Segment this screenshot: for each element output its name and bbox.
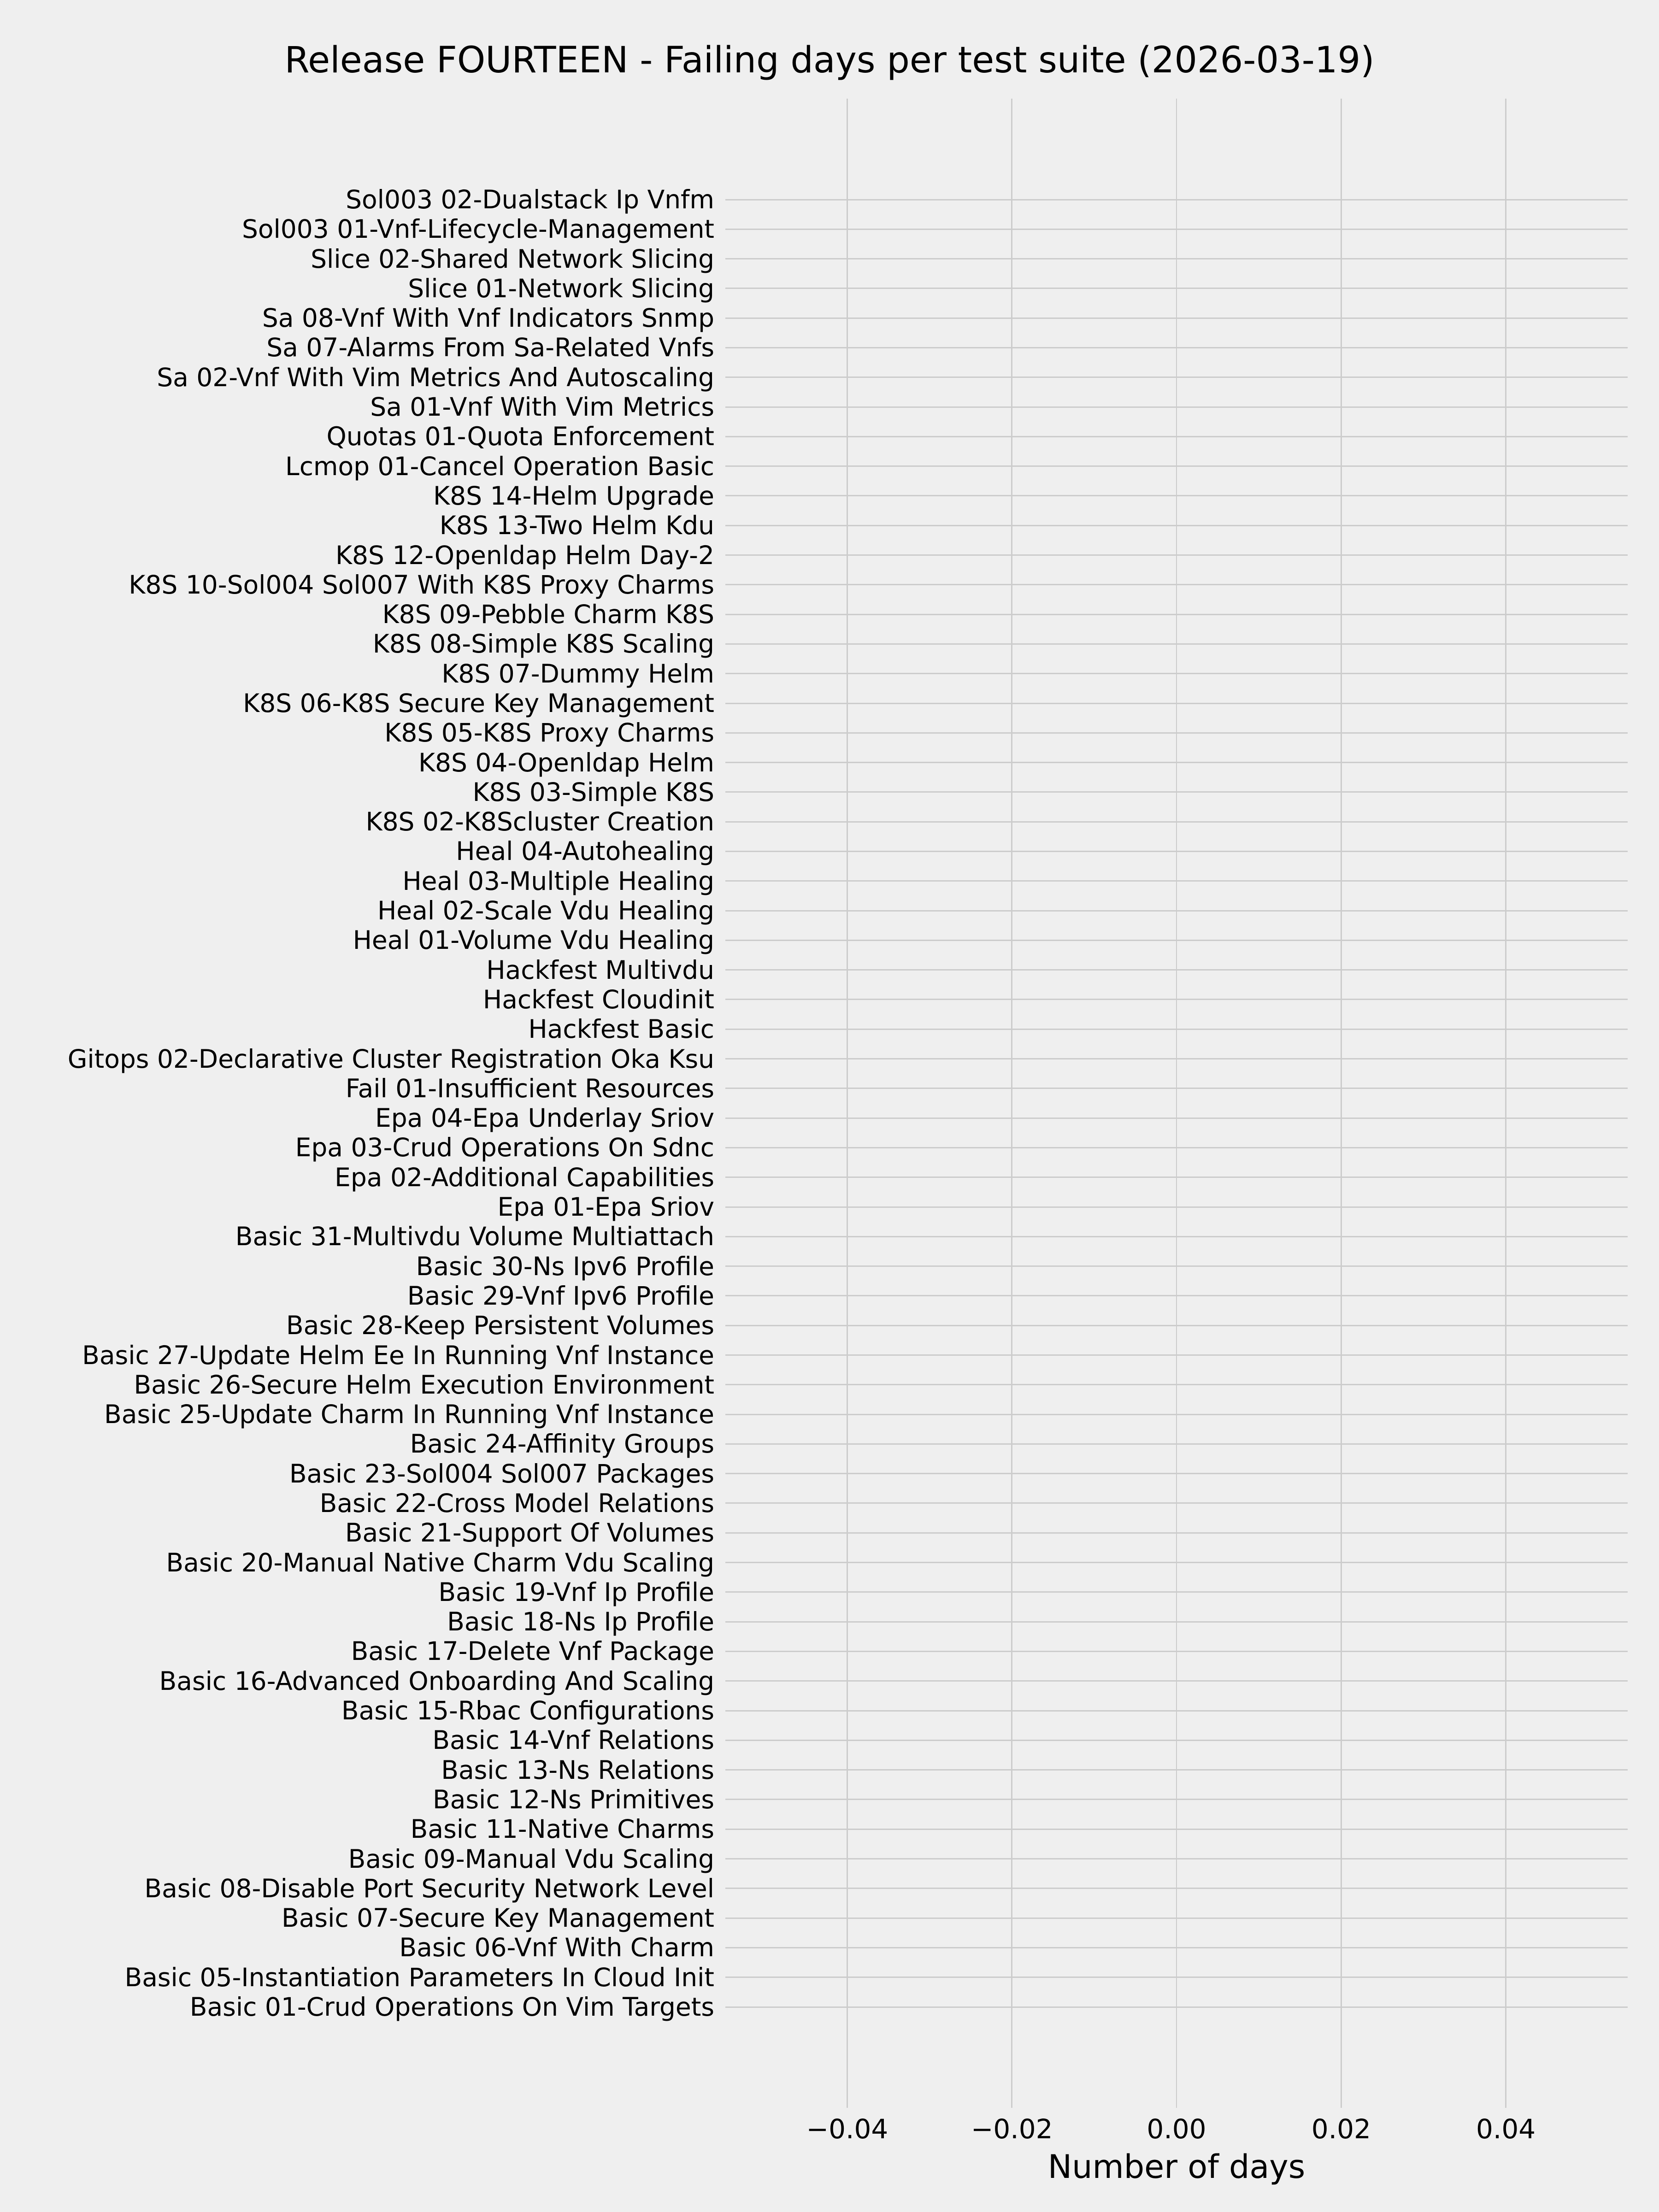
y-tick-label: Sol003 02-Dualstack Ip Vnfm: [346, 185, 714, 214]
y-tick-label: K8S 06-K8S Secure Key Management: [243, 688, 714, 718]
y-tick-label: Basic 25-Update Charm In Running Vnf Instance: [104, 1400, 714, 1430]
y-tick-label: Quotas 01-Quota Enforcement: [326, 422, 714, 452]
y-tick-label: Sa 02-Vnf With Vim Metrics And Autoscaling: [157, 362, 714, 392]
y-tick-label: K8S 08-Simple K8S Scaling: [372, 629, 714, 659]
y-tick-label: Slice 02-Shared Network Slicing: [311, 244, 714, 274]
y-tick-label: Basic 28-Keep Persistent Volumes: [286, 1311, 714, 1341]
x-gridline: [847, 99, 848, 2108]
y-tick-label: Basic 06-Vnf With Charm: [399, 1933, 714, 1963]
y-tick-label: Basic 07-Secure Key Management: [281, 1903, 714, 1933]
y-tick-label: K8S 13-Two Helm Kdu: [439, 511, 714, 541]
y-tick-label: Basic 09-Manual Vdu Scaling: [348, 1844, 714, 1874]
y-tick-label: K8S 03-Simple K8S: [472, 777, 714, 807]
plot-area: [725, 99, 1628, 2108]
y-tick-label: Basic 27-Update Helm Ee In Running Vnf Instance: [82, 1340, 714, 1370]
y-tick-label: K8S 12-Openldap Helm Day-2: [335, 540, 714, 570]
x-tick-label: −0.04: [806, 2113, 888, 2145]
y-tick-label: Hackfest Multivdu: [486, 955, 714, 985]
x-tick-label: 0.00: [1147, 2113, 1206, 2145]
y-tick-label: Heal 02-Scale Vdu Healing: [377, 896, 714, 926]
y-tick-label: Heal 01-Volume Vdu Healing: [353, 925, 714, 955]
y-tick-label: Epa 03-Crud Operations On Sdnc: [295, 1133, 714, 1163]
y-tick-label: Basic 21-Support Of Volumes: [345, 1518, 714, 1548]
y-tick-label: Basic 14-Vnf Relations: [432, 1725, 714, 1755]
y-tick-label: Slice 01-Network Slicing: [408, 273, 714, 303]
y-tick-label: Basic 13-Ns Relations: [441, 1755, 714, 1785]
y-tick-label: Sol003 01-Vnf-Lifecycle-Management: [241, 214, 714, 244]
y-tick-label: Basic 24-Affinity Groups: [410, 1429, 714, 1459]
y-tick-label: Basic 17-Delete Vnf Package: [351, 1636, 714, 1666]
y-tick-label: Epa 02-Additional Capabilities: [335, 1162, 714, 1192]
y-tick-label: Sa 01-Vnf With Vim Metrics: [370, 392, 714, 422]
y-tick-label: Epa 01-Epa Sriov: [497, 1192, 714, 1222]
x-gridline: [1011, 99, 1012, 2108]
y-tick-label: Basic 29-Vnf Ipv6 Profile: [407, 1281, 714, 1311]
y-tick-label: Fail 01-Insufficient Resources: [345, 1073, 714, 1103]
y-tick-label: Basic 31-Multivdu Volume Multiattach: [235, 1222, 714, 1252]
y-tick-label: Basic 18-Ns Ip Profile: [447, 1607, 714, 1637]
x-tick-label: 0.04: [1476, 2113, 1536, 2145]
y-tick-label: Basic 30-Ns Ipv6 Profile: [416, 1251, 714, 1281]
y-tick-label: Sa 07-Alarms From Sa-Related Vnfs: [266, 333, 714, 363]
x-gridline: [1341, 99, 1342, 2108]
y-tick-label: Hackfest Basic: [528, 1014, 714, 1044]
y-tick-label: Basic 26-Secure Helm Execution Environment: [134, 1370, 714, 1400]
y-tick-label: Basic 19-Vnf Ip Profile: [438, 1577, 714, 1607]
y-tick-label: Basic 16-Advanced Onboarding And Scaling: [159, 1666, 714, 1696]
y-tick-label: Basic 01-Crud Operations On Vim Targets: [189, 1992, 714, 2022]
x-gridline: [1176, 99, 1177, 2108]
y-tick-label: Lcmop 01-Cancel Operation Basic: [285, 451, 714, 481]
y-tick-label: K8S 05-K8S Proxy Charms: [384, 718, 714, 748]
y-tick-label: Hackfest Cloudinit: [482, 984, 714, 1014]
y-tick-label: Epa 04-Epa Underlay Sriov: [375, 1103, 714, 1133]
y-tick-label: Basic 20-Manual Native Charm Vdu Scaling: [166, 1547, 714, 1577]
y-tick-label: Basic 15-Rbac Configurations: [341, 1696, 714, 1726]
y-tick-label: K8S 07-Dummy Helm: [441, 659, 714, 688]
y-tick-label: K8S 04-Openldap Helm: [418, 747, 714, 777]
y-tick-label: K8S 14-Helm Upgrade: [433, 481, 714, 511]
y-tick-label: Sa 08-Vnf With Vnf Indicators Snmp: [262, 303, 714, 333]
y-tick-label: K8S 02-K8Scluster Creation: [365, 807, 714, 837]
x-gridline: [1505, 99, 1506, 2108]
y-tick-label: K8S 09-Pebble Charm K8S: [382, 600, 714, 629]
y-tick-label: Gitops 02-Declarative Cluster Registration Oka Ksu: [67, 1044, 714, 1074]
x-tick-label: −0.02: [971, 2113, 1053, 2145]
y-tick-label: Heal 04-Autohealing: [456, 836, 714, 866]
x-tick-label: 0.02: [1311, 2113, 1371, 2145]
chart-title: Release FOURTEEN - Failing days per test suite (2026-03-19): [284, 40, 1375, 81]
y-tick-label: Basic 22-Cross Model Relations: [319, 1488, 714, 1518]
y-tick-label: K8S 10-Sol004 Sol007 With K8S Proxy Charms: [129, 570, 714, 600]
x-axis-title: Number of days: [1047, 2148, 1306, 2186]
y-tick-label: Basic 23-Sol004 Sol007 Packages: [289, 1459, 714, 1488]
y-tick-label: Basic 08-Disable Port Security Network Level: [144, 1873, 714, 1903]
y-tick-label: Basic 12-Ns Primitives: [432, 1784, 714, 1814]
y-tick-label: Basic 11-Native Charms: [410, 1814, 714, 1844]
y-tick-label: Basic 05-Instantiation Parameters In Cloud Init: [124, 1962, 714, 1992]
y-tick-label: Heal 03-Multiple Healing: [402, 866, 714, 896]
